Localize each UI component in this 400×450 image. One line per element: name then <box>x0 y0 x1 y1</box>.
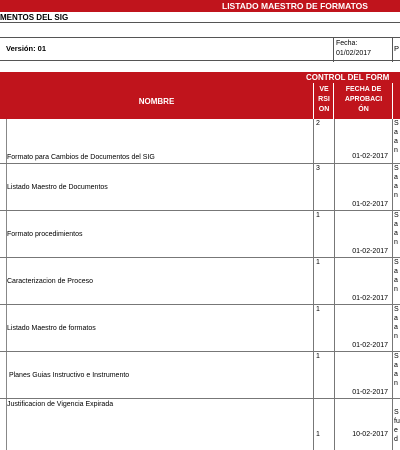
top-header-band <box>0 0 400 12</box>
cell-version <box>313 258 335 304</box>
header-line: RSI <box>318 96 330 103</box>
cell-text: a <box>394 268 398 275</box>
cell-partial <box>394 305 400 351</box>
cell-nombre <box>6 119 313 163</box>
control-header-band <box>0 72 400 83</box>
cell-fecha <box>333 211 393 257</box>
divider <box>392 38 393 62</box>
cell-text: 1 <box>316 353 320 360</box>
cell-text: n <box>394 239 398 246</box>
column-header-partial <box>392 83 400 119</box>
cell-partial <box>394 352 400 398</box>
cell-text: a <box>394 174 398 181</box>
cell-text: Planes Guias Instructivo e Instrumento <box>7 372 130 379</box>
cell-fecha <box>333 119 393 163</box>
cell-text: a <box>394 324 398 331</box>
column-header-nombre: NOMBRE <box>138 96 175 106</box>
cell-text: n <box>394 147 398 154</box>
cell-text: a <box>394 138 398 145</box>
cell-text: 2 <box>316 120 320 127</box>
table-row[interactable] <box>0 305 400 352</box>
cell-nombre <box>6 305 313 351</box>
cell-text: S <box>394 165 399 172</box>
fecha-label: Fecha: <box>336 40 358 47</box>
cell-text: fu <box>394 418 400 425</box>
cell-version <box>313 305 335 351</box>
cell-text: 01-02-2017 <box>352 295 388 302</box>
table-row[interactable] <box>0 352 400 399</box>
cell-text: S <box>394 409 399 416</box>
cell-text: S <box>394 353 399 360</box>
cell-text: S <box>394 259 399 266</box>
cell-nombre <box>6 258 313 304</box>
cell-text: 01-02-2017 <box>352 389 388 396</box>
cell-text: n <box>394 333 398 340</box>
table-row[interactable] <box>0 211 400 258</box>
column-header-fecha <box>333 83 393 121</box>
doc-title-row <box>0 12 400 23</box>
cell-partial <box>394 258 400 304</box>
cell-text: Listado Maestro de Documentos <box>7 184 108 191</box>
cell-fecha <box>333 164 393 210</box>
cell-text: 01-02-2017 <box>352 153 388 160</box>
cell-text: n <box>394 192 398 199</box>
cell-text: a <box>394 315 398 322</box>
header-line: APROBACI <box>344 96 383 103</box>
header-line: ÓN <box>358 106 369 113</box>
control-title: CONTROL DEL FORM <box>306 73 390 82</box>
cell-text: Listado Maestro de formatos <box>7 325 96 332</box>
cell-text: n <box>394 286 398 293</box>
cell-text: a <box>394 362 398 369</box>
cell-fecha <box>333 352 393 398</box>
cell-text: Formato para Cambios de Documentos del SIG <box>7 154 155 161</box>
cell-text: S <box>394 212 399 219</box>
cell-fecha <box>333 258 393 304</box>
cell-text: e <box>394 427 398 434</box>
cell-partial <box>394 164 400 210</box>
cell-text: a <box>394 277 398 284</box>
divider <box>333 38 334 62</box>
table-row[interactable] <box>0 164 400 211</box>
cell-nombre <box>6 211 313 257</box>
cell-text: a <box>394 129 398 136</box>
cell-partial <box>394 399 400 450</box>
cell-version <box>313 164 335 210</box>
header-line: ON <box>318 106 330 113</box>
cell-partial <box>394 119 400 163</box>
doc-title: MENTOS DEL SIG <box>0 13 69 22</box>
cell-version <box>313 399 335 450</box>
cell-nombre <box>6 399 313 450</box>
cell-text: a <box>394 221 398 228</box>
cell-text: a <box>394 183 398 190</box>
cell-version <box>313 211 335 257</box>
header-line: FECHA DE <box>345 86 382 93</box>
header-line: VE <box>319 86 329 93</box>
cell-text: a <box>394 371 398 378</box>
cell-nombre <box>6 164 313 210</box>
version-label: Versión: 01 <box>6 44 47 53</box>
cell-text: Formato procedimientos <box>7 231 83 238</box>
table-row[interactable] <box>0 258 400 305</box>
page-label: P <box>394 44 400 53</box>
cell-text: n <box>394 380 398 387</box>
column-header-version <box>313 83 334 121</box>
fecha-value: 01/02/2017 <box>336 50 372 57</box>
cell-text: d <box>394 436 398 443</box>
table-header <box>0 83 400 119</box>
cell-text: 1 <box>316 259 320 266</box>
cell-text: Caracterizacion de Proceso <box>7 278 93 285</box>
cell-text: 1 <box>316 212 320 219</box>
table-row[interactable] <box>0 119 400 164</box>
cell-version <box>313 119 335 163</box>
listado-title: LISTADO MAESTRO DE FORMATOS <box>222 1 368 11</box>
cell-fecha <box>333 399 393 450</box>
cell-text: Justificacion de Vigencia Expirada <box>7 401 114 408</box>
cell-text: 01-02-2017 <box>352 248 388 255</box>
cell-nombre <box>6 352 313 398</box>
cell-text: 01-02-2017 <box>352 342 388 349</box>
cell-text: S <box>394 120 399 127</box>
cell-text: S <box>394 306 399 313</box>
cell-text: 1 <box>316 431 320 438</box>
cell-partial <box>394 211 400 257</box>
cell-version <box>313 352 335 398</box>
cell-text: 3 <box>316 165 320 172</box>
cell-text: 01-02-2017 <box>352 201 388 208</box>
cell-text: 10-02-2017 <box>352 431 388 438</box>
table-row[interactable] <box>0 399 400 450</box>
cell-fecha <box>333 305 393 351</box>
version-row <box>0 37 400 61</box>
cell-text: 1 <box>316 306 320 313</box>
cell-text: a <box>394 230 398 237</box>
